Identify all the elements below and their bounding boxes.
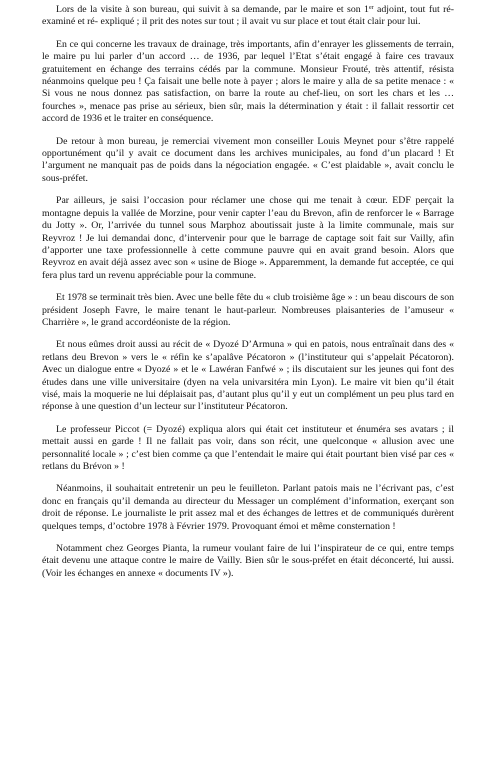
document-page — [42, 4, 454, 590]
paragraph-piccot: Le professeur Piccot (= Dyozé) expliqua alors qui était cet instituteur et énuméra ses avatars ; il mettait aussi en garde ! Il ne fallait pas voir, dans son récit, une quelconque « allusion avec une personnalité locale » ; c’est bien comme ça que l’entendait le maire qui était pourtant bien visé par ces « retlans du Brévon » ! — [42, 423, 454, 472]
paragraph-feuilleton: Néanmoins, il souhaitait entretenir un peu le feuilleton. Parlant patois mais ne l’écrivant pas, c’est donc en français qu’il demanda au directeur du Messager un complément d’information, exerçant son droit de réponse. Le journaliste le prit assez mal et des échanges de lettres et de communiqués durèrent quelques temps, d’octobre 1978 à Février 1979. Provoquant émoi et même consternation ! — [42, 483, 454, 532]
paragraph-dyoze: Et nous eûmes droit aussi au récit de « Dyozé D’Armuna » qui en patois, nous entraînait dans des « retlans deu Brevon » vers le « réfin ke s’apalâve Pécatoron » (l’instituteur qui s’appelait Pécatoron). Avec un dialogue entre « Dyozé » et le « Lawéran Fanfwé » ; ils discutaient sur les jeunes qui font des études dans une ville universitaire (dyen na vela univarsitéra min Lyon). Le maire vit bien qu’il était visé, mais la moquerie ne lui déplaisait pas, d’autant plus qu’il y eut un complément un peu plus tard en réponse à une question d’un lecteur sur l’instituteur Pécatoron. — [42, 339, 454, 413]
paragraph-drainage: En ce qui concerne les travaux de drainage, très importants, afin d’enrayer les glissements de terrain, le maire pu lui parler d’un accord … de 1936, par lequel l’Etat s’était engagé à faire ces travaux gratuitement en échange des terrains cédés par la commune. Monsieur Frouté, très attentif, résista néanmoins quelque peu ! Ça faisait une belle note à payer ; alors le maire y alla de sa petite menace : « Si vous ne nous donnez pas satisfaction, on barre la route au chef-lieu, on sort les chars et les … fourches », menace pas prise au sérieux, bien sûr, mais la détermination y était : il fallait ressortir cet accord de 1936 et le traiter en conséquence. — [42, 38, 454, 125]
paragraph-edf: Par ailleurs, je saisi l’occasion pour réclamer une chose qui me tenait à cœur. EDF perçait la montagne depuis la vallée de Morzine, pour venir capter l’eau du Brevon, afin de renforcer le « Barrage du Jotty ». Or, l’arrivée du tunnel sous Marphoz aboutissait juste à la limite communale, mais sur Reyvroz ! Je lui demandai donc, d’intervenir pour que le barrage de captage soit fait sur Vailly, afin d’apporter une taxe professionnelle à cette commune pauvre qui en avait grand besoin. Alors que Reyvroz en avait déjà assez avec son « usine de Bioge ». Apparemment, la demande fut acceptée, ce qui fera plus tard un revenu appréciable pour la commune. — [42, 195, 454, 281]
ordinal-superscript: er — [368, 5, 374, 11]
paragraph-pianta: Notamment chez Georges Pianta, la rumeur voulant faire de lui l’inspirateur de ce qui, entre temps était devenu une attaque contre le maire de Vailly. Bien sûr le sous-préfet en était déconcerté, lui aussi. (Voir les échanges en annexe « documents IV »). — [42, 543, 454, 579]
paragraph-visit — [42, 4, 454, 29]
paragraph-1978: Et 1978 se terminait très bien. Avec une belle fête du « club troisième âge » : un beau discours de son président Joseph Favre, le maire tenant le haut-parleur. Nombreuses plaisanteries de l’amuseur « Charrière », le grand accordéoniste de la région. — [42, 292, 454, 328]
paragraph-visit-text-end: adjoint, tout fut ré-examiné et ré- expliqué ; il prit des notes sur tout ; il avait vu sur place et tout était clair pour lui. — [42, 4, 454, 28]
paragraph-visit-text-start: Lors de la visite à son bureau, qui suivit à sa demande, par le maire et son 1 — [56, 4, 369, 15]
paragraph-return-office: De retour à mon bureau, je remerciai vivement mon conseiller Louis Meynet pour s’être rappelé opportunément qu’il y avait ce document dans les archives municipales, au fond d’un placard ! Et l’argument ne manquait pas de poids dans la négociation engagée. « C’est plaidable », avait conclu le sous-préfet. — [42, 135, 454, 184]
